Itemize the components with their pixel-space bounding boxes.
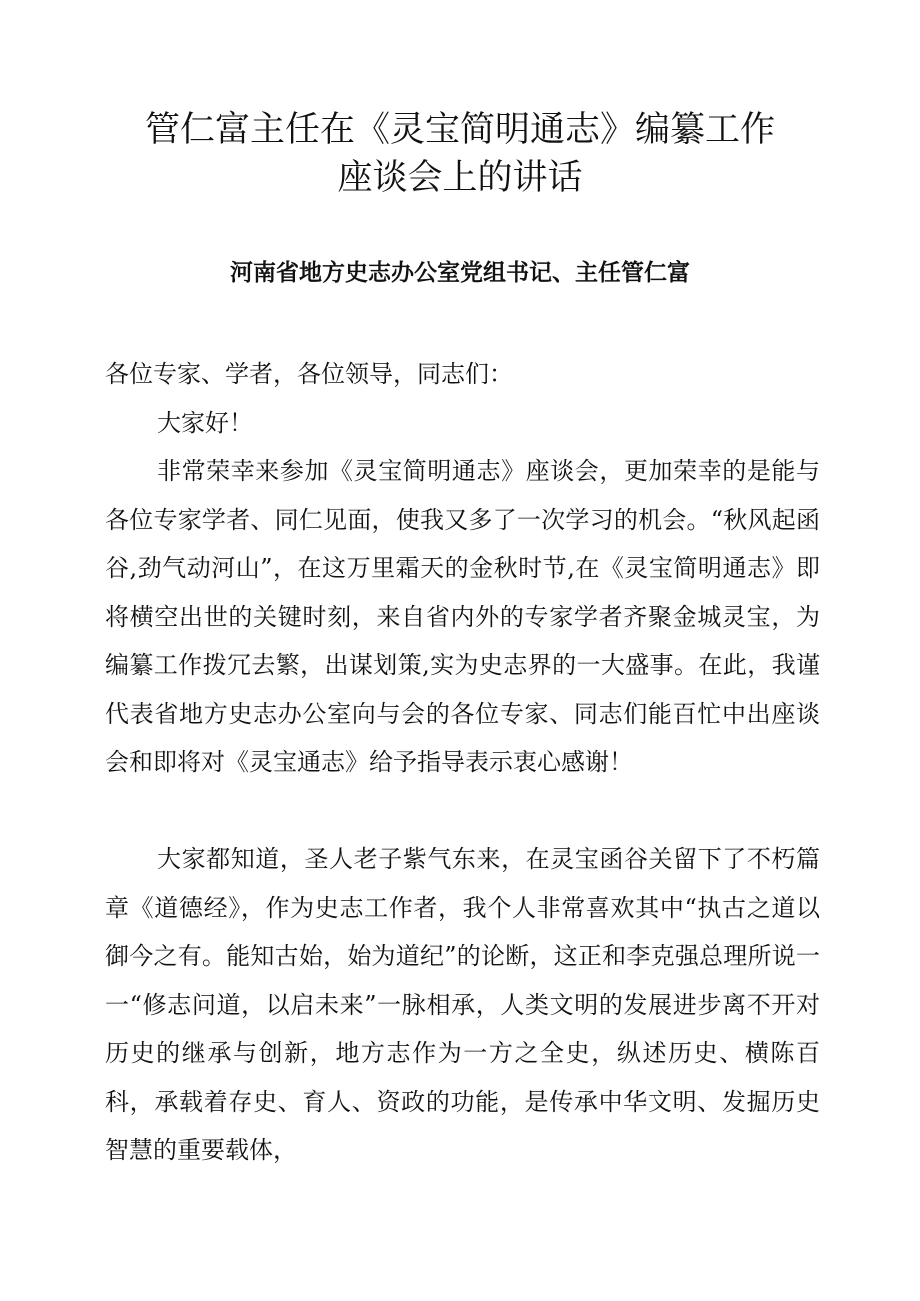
body-paragraph: 大家都知道，圣人老子紫气东来，在灵宝函谷关留下了不朽篇章《道德经》，作为史志工作者，我个人非常喜欢其中“执古之道以御今之有。能知古始，始为道纪”的论断，这正和李克强总理所说一一“修志问道，以启未来”一脉相承，人类文明的发展进步离不开对历史的继承与创新，地方志作为一方之全史，纵述历史、横陈百科，承载着存史、育人、资政的功能，是传承中华文明、发掘历史智慧的重要载体， (105, 845, 820, 1164)
document-title-line-2: 座谈会上的讲话 (337, 158, 583, 198)
document-title-line-1: 管仁富主任在《灵宝简明通志》编纂工作 (144, 110, 775, 150)
salutation: 各位专家、学者，各位领导，同志们： (105, 360, 513, 388)
author-line: 河南省地方史志办公室党组书记、主任管仁富 (230, 259, 690, 286)
body-paragraph: 非常荣幸来参加《灵宝简明通志》座谈会，更加荣幸的是能与各位专家学者、同仁见面，使我又多了一次学习的机会。“秋风起函谷,劲气动河山”，在这万里霜天的金秋时节,在《灵宝简明通志》即将横空出世的关键时刻，来自省内外的专家学者齐聚金城灵宝，为编纂工作拨冗去繁，出谋划策,实为史志界的一大盛事。在此，我谨代表省地方史志办公室向与会的各位专家、同志们能百忙中出座谈会和即将对《灵宝通志》给予指导表示衷心感谢！ (105, 457, 820, 776)
greeting: 大家好！ (157, 409, 253, 437)
